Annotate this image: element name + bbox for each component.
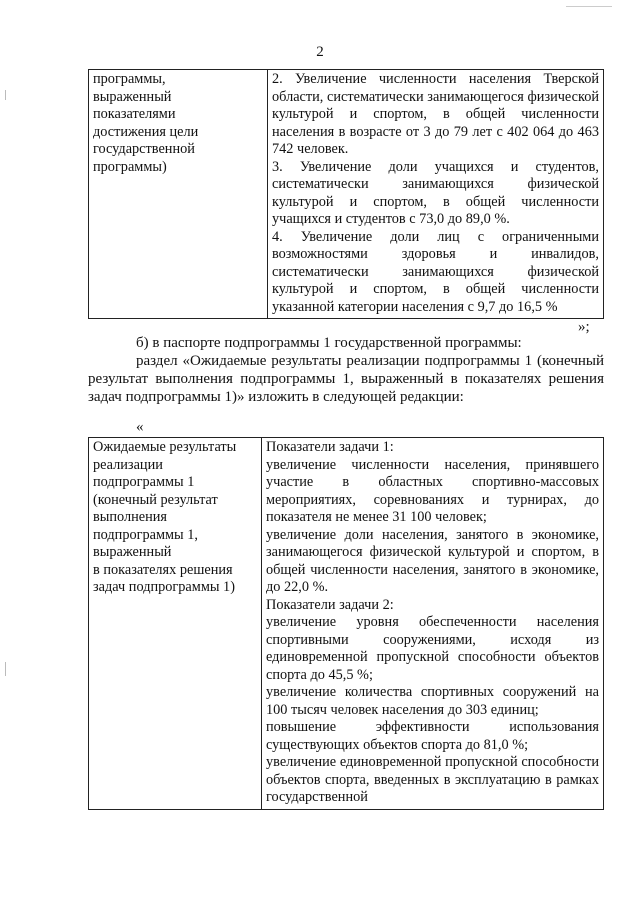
- expected-results-right-cell: [262, 438, 604, 810]
- left-line: программы,: [93, 71, 166, 87]
- left-line: выполнения: [93, 509, 167, 525]
- left-line: (конечный результат: [93, 491, 218, 508]
- left-line: показателями: [93, 106, 176, 122]
- scan-artifact: [566, 6, 612, 7]
- goals-table: [88, 69, 604, 319]
- indicator-item: увеличение численности населения, принявшего участие в областных спортивно-массовых мероприятиях, соревнованиях и турнирах, до показателя не менее 31 100 человек;: [266, 456, 599, 525]
- goal-item: 4. Увеличение доли лиц с ограниченными возможностями здоровья и инвалидов, систематически занимающихся физической культурой и спортом, в общей численности указанной категории населения с 9,7 до 16,5 %: [272, 228, 599, 315]
- goals-table-left-cell: [89, 70, 268, 319]
- goals-table-right-cell: [268, 70, 604, 319]
- indicator-item: увеличение уровня обеспеченности населения спортивными сооружениями, исходя из единовременной пропускной способности объектов спорта до 45,5 %;: [266, 614, 599, 683]
- expected-results-table: [88, 437, 604, 810]
- left-line: достижения цели: [93, 123, 199, 140]
- paragraph-section: раздел «Ожидаемые результаты реализации подпрограммы 1 (конечный результат выполнения подпрограммы 1, выраженный в показателях решения задач подпрограммы 1)» изложить в следующей редакции:: [88, 353, 604, 405]
- opening-quote: «: [136, 419, 144, 435]
- left-line: Ожидаемые результаты: [93, 439, 237, 455]
- left-line: подпрограммы 1: [93, 474, 195, 490]
- scan-mark: [5, 662, 6, 676]
- left-line: задач подпрограммы 1): [93, 579, 235, 595]
- indicator-item: увеличение доли населения, занятого в экономике, занимающегося физической культурой и спортом, в общей численности населения, занятого в экономике, до 22,0 %.: [266, 526, 599, 595]
- left-line: выраженный: [93, 88, 172, 105]
- left-line: реализации: [93, 456, 163, 473]
- page-number: 2: [316, 44, 324, 60]
- paragraph-b: б) в паспорте подпрограммы 1 государственной программы:: [136, 335, 522, 351]
- task2-heading: Показатели задачи 2:: [266, 596, 394, 613]
- expected-results-left-cell: [89, 438, 262, 810]
- left-line: в показателях решения: [93, 561, 233, 578]
- indicator-item: увеличение количества спортивных сооружений на 100 тысяч человек населения до 303 единиц;: [266, 684, 599, 718]
- left-line: подпрограммы 1,: [93, 526, 198, 543]
- goal-item: 3. Увеличение доли учащихся и студентов, систематически занимающихся физической культурой и спортом, в общей численности учащихся и студентов с 73,0 до 89,0 %.: [272, 158, 599, 227]
- left-line: выраженный: [93, 544, 172, 560]
- goal-item: 2. Увеличение численности населения Тверской области, систематически занимающегося физической культурой и спортом, в общей численности населения в возрасте от 3 до 79 лет с 402 064 до 463 742 человек.: [272, 71, 599, 157]
- left-line: государственной: [93, 141, 195, 157]
- left-line: программы): [93, 158, 167, 175]
- task1-heading: Показатели задачи 1:: [266, 439, 394, 455]
- scan-mark: [5, 90, 6, 100]
- indicator-item: повышение эффективности использования существующих объектов спорта до 81,0 %;: [266, 719, 599, 753]
- closing-quote: »;: [578, 319, 590, 335]
- indicator-item: увеличение единовременной пропускной способности объектов спорта, введенных в эксплуатацию в рамках государственной: [266, 754, 599, 805]
